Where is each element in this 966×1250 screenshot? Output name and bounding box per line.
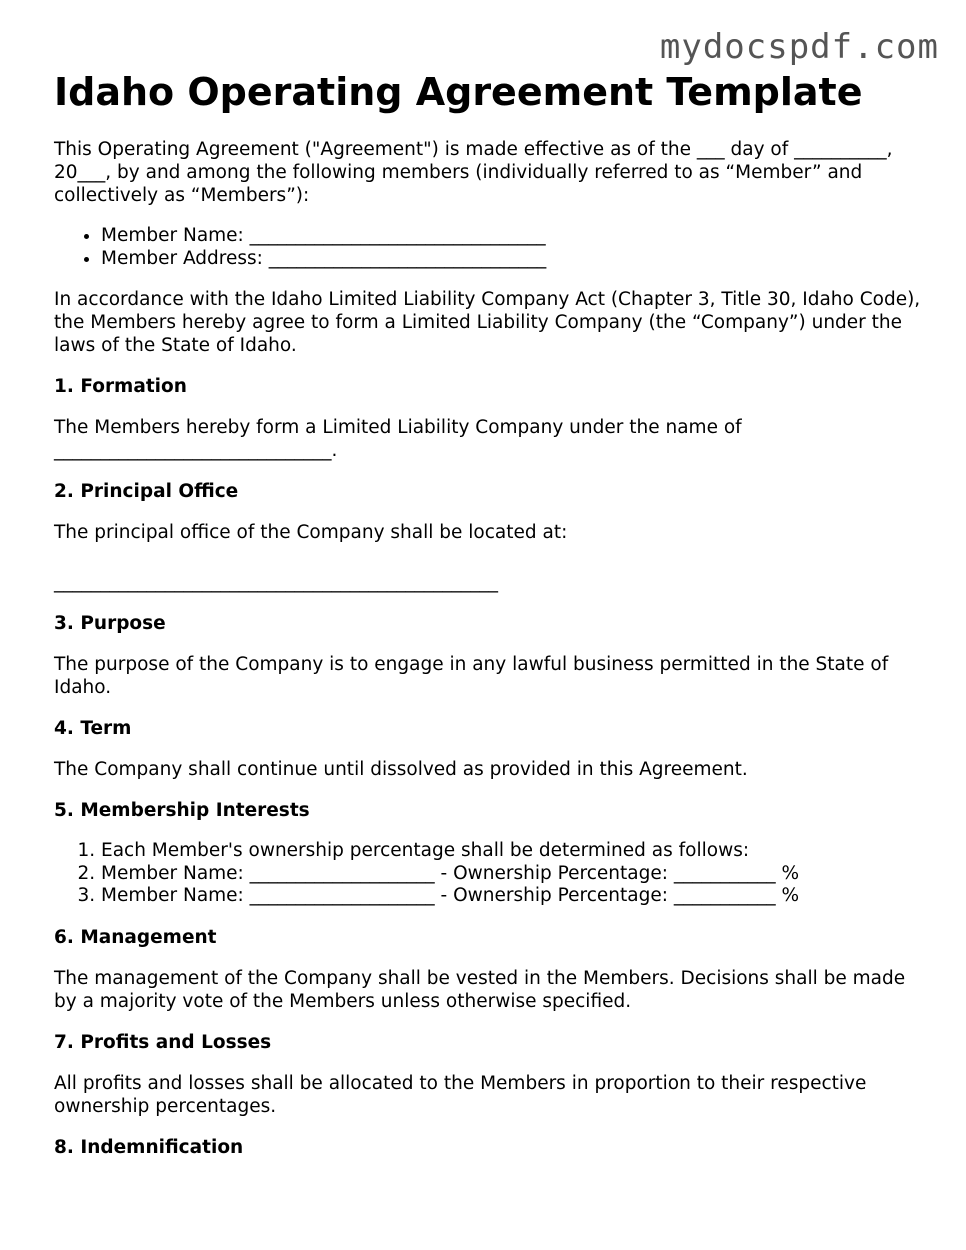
- section-body-profits-losses: All profits and losses shall be allocated to the Members in proportion to their respective ownership percentages.: [54, 1072, 867, 1117]
- section-body-purpose: The purpose of the Company is to engage in any lawful business permitted in the State of Idaho.: [54, 654, 889, 698]
- section-body-management: The management of the Company shall be vested in the Members. Decisions shall be made by a majority vote of the Members unless otherwise specified.: [54, 967, 906, 1012]
- document-page: [54, 66, 924, 1159]
- section-heading-indemnification: 8. Indemnification: [54, 1136, 244, 1158]
- list-item: 2. Member Name: ____________________ - Ownership Percentage: ___________ %: [101, 863, 924, 886]
- document-title: Idaho Operating Agreement Template: [54, 70, 863, 114]
- members-list: [54, 225, 924, 270]
- section-heading-profits-losses: 7. Profits and Losses: [54, 1031, 272, 1053]
- list-item: 3. Member Name: ____________________ - Ownership Percentage: ___________ %: [101, 885, 924, 908]
- principal-office-blank: ________________________________________________: [54, 572, 498, 593]
- membership-interests-list: [54, 840, 924, 908]
- list-item: 1. Each Member's ownership percentage shall be determined as follows:: [101, 840, 924, 863]
- section-heading-term: 4. Term: [54, 718, 132, 739]
- accordance-paragraph: In accordance with the Idaho Limited Liability Company Act (Chapter 3, Title 30, Idaho Code), the Members hereby agree to form a Limited Liability Company (the “Company”) under the laws of the State of Idaho.: [54, 289, 921, 356]
- intro-paragraph: This Operating Agreement ("Agreement") is made effective as of the ___ day of __________, 20___, by and among the following members (individually referred to as “Member” and collectively as “Members”):: [54, 139, 893, 206]
- section-body-term: The Company shall continue until dissolved as provided in this Agreement.: [54, 759, 748, 780]
- section-heading-membership-interests: 5. Membership Interests: [54, 800, 310, 821]
- section-body-principal-office: The principal office of the Company shall be located at:: [54, 522, 568, 543]
- watermark: mydocspdf.com: [659, 27, 939, 67]
- section-body-formation: The Members hereby form a Limited Liability Company under the name of ______________________________.: [54, 417, 742, 461]
- section-heading-purpose: 3. Purpose: [54, 613, 166, 634]
- member-name-line: • Member Name: ________________________________: [101, 225, 924, 248]
- section-heading-management: 6. Management: [54, 926, 217, 948]
- section-heading-formation: 1. Formation: [54, 376, 187, 397]
- section-heading-principal-office: 2. Principal Office: [54, 481, 239, 502]
- member-address-line: • Member Address: ______________________________: [101, 248, 924, 271]
